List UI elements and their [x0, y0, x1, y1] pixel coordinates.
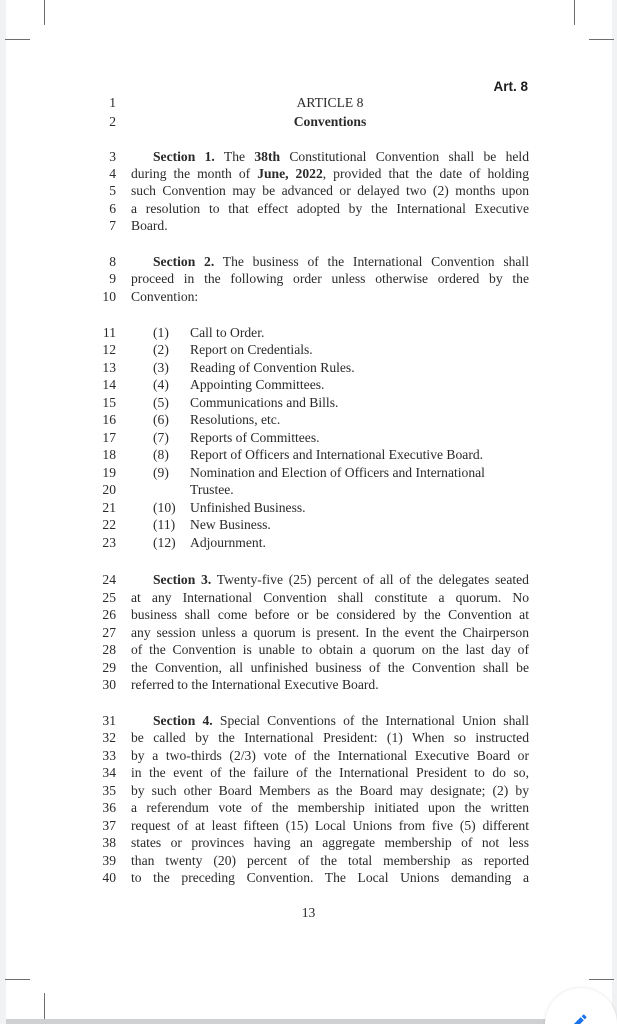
- section-3-text: [131, 571, 529, 589]
- text-run: Constitutional Convention shall be held: [280, 149, 530, 164]
- section-2-text: [131, 253, 529, 271]
- line-number: 8: [109, 254, 116, 269]
- order-list-item: [0, 499, 617, 517]
- section-3-text: any session unless a quorum is present. In the event the Chairperson: [131, 625, 529, 640]
- order-list-item: [0, 359, 617, 377]
- section-3-line: [0, 606, 617, 624]
- section-4-text: [131, 712, 529, 730]
- line-number: 2: [109, 114, 116, 129]
- line-number: 33: [102, 748, 116, 763]
- list-item-number: (10): [153, 500, 176, 515]
- section-4-text: than twenty (20) percent of the total membership as reported: [131, 853, 529, 868]
- section-4-text: in the event of the failure of the International President to do so,: [131, 765, 529, 780]
- line-number: 15: [102, 395, 116, 410]
- list-item-text: Resolutions, etc.: [190, 412, 281, 427]
- line-number: 29: [102, 660, 116, 675]
- article-heading-line: [0, 94, 617, 112]
- order-list-item: [0, 376, 617, 394]
- section-4-text: be called by the International President: (1) When so instructed: [131, 730, 529, 745]
- order-list-item: [0, 534, 617, 552]
- line-number: 27: [102, 625, 116, 640]
- line-number: 20: [102, 482, 116, 497]
- line-number: 14: [102, 377, 116, 392]
- line-number: 12: [102, 342, 116, 357]
- section-1-label: Section 1.: [153, 149, 215, 164]
- section-2-line: [0, 253, 617, 271]
- line-number: 37: [102, 818, 116, 833]
- edit-pencil-icon: [569, 1012, 589, 1024]
- line-number: 13: [102, 360, 116, 375]
- section-4-line: [0, 764, 617, 782]
- section-3-text: of the Convention is unable to obtain a quorum on the last day of: [131, 642, 529, 657]
- list-item-number: (7): [153, 430, 169, 445]
- line-number: 10: [102, 289, 116, 304]
- list-item-number: (4): [153, 377, 169, 392]
- section-3-line: [0, 589, 617, 607]
- list-item-text: New Business.: [190, 517, 271, 532]
- order-list-item: [0, 429, 617, 447]
- crop-mark-top-right-h: [589, 39, 614, 40]
- section-1-line: [0, 217, 617, 235]
- crop-mark-top-left-h: [5, 39, 30, 40]
- section-2-text: Convention:: [131, 289, 199, 304]
- order-list-item: [0, 481, 617, 499]
- list-item-number: (8): [153, 447, 169, 462]
- article-title-line: [0, 113, 617, 131]
- list-item-text: Communications and Bills.: [190, 395, 339, 410]
- line-number: 21: [102, 500, 116, 515]
- convention-date: June, 2022: [257, 166, 323, 181]
- line-number: 9: [109, 271, 116, 286]
- section-4-text: states or provinces having an aggregate membership of not less: [131, 835, 529, 850]
- section-4-text: by such other Board Members as the Board may designate; (2) by: [131, 783, 529, 798]
- text-run: Special Conventions of the International Union shall: [212, 713, 529, 728]
- line-number: 28: [102, 642, 116, 657]
- crop-mark-top-left-v: [44, 0, 45, 25]
- order-list-item: [0, 394, 617, 412]
- line-number: 35: [102, 783, 116, 798]
- section-3-line: [0, 641, 617, 659]
- list-item-text: Reports of Committees.: [190, 430, 320, 445]
- line-number: 5: [109, 183, 116, 198]
- section-1-text: Board.: [131, 218, 168, 233]
- list-item-number: (1): [153, 325, 169, 340]
- line-number: 6: [109, 201, 116, 216]
- section-4-line: [0, 869, 617, 887]
- section-3-label: Section 3.: [153, 572, 212, 587]
- text-run: The: [214, 149, 255, 164]
- list-item-text: Nomination and Election of Officers and International: [190, 465, 485, 480]
- text-run: The business of the International Convention shall: [214, 254, 529, 269]
- list-item-text: Reading of Convention Rules.: [190, 360, 355, 375]
- crop-mark-top-right-v: [574, 0, 575, 25]
- list-item-text: Trustee.: [190, 482, 234, 497]
- section-2-line: [0, 288, 617, 306]
- list-item-number: (3): [153, 360, 169, 375]
- line-number: 36: [102, 800, 116, 815]
- line-number: 39: [102, 853, 116, 868]
- section-2-label: Section 2.: [153, 254, 215, 269]
- list-item-text: Report of Officers and International Executive Board.: [190, 447, 484, 462]
- section-4-line: [0, 834, 617, 852]
- line-number: 32: [102, 730, 116, 745]
- section-3-text: referred to the International Executive Board.: [131, 677, 379, 692]
- section-4-line: [0, 817, 617, 835]
- section-4-line: [0, 799, 617, 817]
- section-1-line: [0, 182, 617, 200]
- line-number: 3: [109, 149, 116, 164]
- section-4-text: request of at least fifteen (15) Local Unions from five (5) different: [131, 818, 529, 833]
- text-run: Twenty-five (25) percent of all of the delegates seated: [211, 572, 529, 587]
- section-1-text: a resolution to that effect adopted by the International Executive: [131, 201, 529, 216]
- convention-number: 38th: [254, 149, 281, 164]
- list-item-number: (2): [153, 342, 169, 357]
- edit-fab-button[interactable]: [545, 988, 617, 1024]
- line-number: 16: [102, 412, 116, 427]
- list-item-number: (6): [153, 412, 169, 427]
- section-3-text: at any International Convention shall constitute a quorum. No: [131, 590, 529, 605]
- list-item-text: Adjournment.: [190, 535, 266, 550]
- article-heading: ARTICLE 8: [296, 95, 364, 110]
- crop-mark-bottom-right-h: [589, 979, 614, 980]
- section-4-line: [0, 729, 617, 747]
- list-item-text: Appointing Committees.: [190, 377, 325, 392]
- section-4-line: [0, 712, 617, 730]
- line-number: 30: [102, 677, 116, 692]
- line-number: 34: [102, 765, 116, 780]
- text-run: , provided that the date of holding: [322, 166, 530, 181]
- section-4-line: [0, 852, 617, 870]
- section-4-text: to the preceding Convention. The Local Unions demanding a: [131, 870, 529, 885]
- line-number: 25: [102, 590, 116, 605]
- list-item-text: Report on Credentials.: [190, 342, 313, 357]
- running-head: Art. 8: [493, 79, 528, 94]
- order-list-item: [0, 411, 617, 429]
- section-3-text: the Convention, all unfinished business of the Convention shall be: [131, 660, 529, 675]
- line-number: 24: [102, 572, 116, 587]
- section-2-line: [0, 270, 617, 288]
- list-item-number: (12): [153, 535, 176, 550]
- section-1-text: [131, 148, 529, 166]
- crop-mark-bottom-left-h: [5, 979, 30, 980]
- section-4-text: by a two-thirds (2/3) vote of the International Executive Board or: [131, 748, 529, 763]
- line-number: 4: [109, 166, 116, 181]
- page-number: 13: [301, 905, 316, 920]
- line-number: 23: [102, 535, 116, 550]
- section-1-line: [0, 165, 617, 183]
- section-4-line: [0, 747, 617, 765]
- list-item-text: Call to Order.: [190, 325, 265, 340]
- order-list-item: [0, 516, 617, 534]
- line-number: 11: [102, 325, 116, 340]
- line-number: 26: [102, 607, 116, 622]
- line-number: 22: [102, 517, 116, 532]
- section-3-line: [0, 659, 617, 677]
- list-item-number: (9): [153, 465, 169, 480]
- line-number: 1: [109, 95, 116, 110]
- list-item-text: Unfinished Business.: [190, 500, 306, 515]
- section-4-text: a referendum vote of the membership initiated upon the written: [131, 800, 529, 815]
- section-3-line: [0, 624, 617, 642]
- article-title: Conventions: [293, 114, 367, 129]
- line-number: 7: [109, 218, 116, 233]
- section-3-line: [0, 676, 617, 694]
- section-4-line: [0, 782, 617, 800]
- line-number: 19: [102, 465, 116, 480]
- line-number: 38: [102, 835, 116, 850]
- section-2-text: proceed in the following order unless otherwise ordered by the: [131, 271, 529, 286]
- text-run: during the month of: [131, 166, 258, 181]
- order-list-item: [0, 464, 617, 482]
- horizontal-scrollbar[interactable]: [6, 1019, 546, 1024]
- order-list-item: [0, 341, 617, 359]
- section-1-text: [131, 165, 529, 183]
- section-3-text: business shall come before or be considered by the Convention at: [131, 607, 529, 622]
- list-item-number: (5): [153, 395, 169, 410]
- section-1-line: [0, 148, 617, 166]
- order-list-item: [0, 446, 617, 464]
- section-4-label: Section 4.: [153, 713, 213, 728]
- line-number: 18: [102, 447, 116, 462]
- list-item-number: (11): [153, 517, 176, 532]
- order-list-item: [0, 324, 617, 342]
- line-number: 17: [102, 430, 116, 445]
- line-number: 40: [102, 870, 116, 885]
- line-number: 31: [102, 713, 116, 728]
- section-3-line: [0, 571, 617, 589]
- section-1-text: such Convention may be advanced or delayed two (2) months upon: [131, 183, 529, 198]
- section-1-line: [0, 200, 617, 218]
